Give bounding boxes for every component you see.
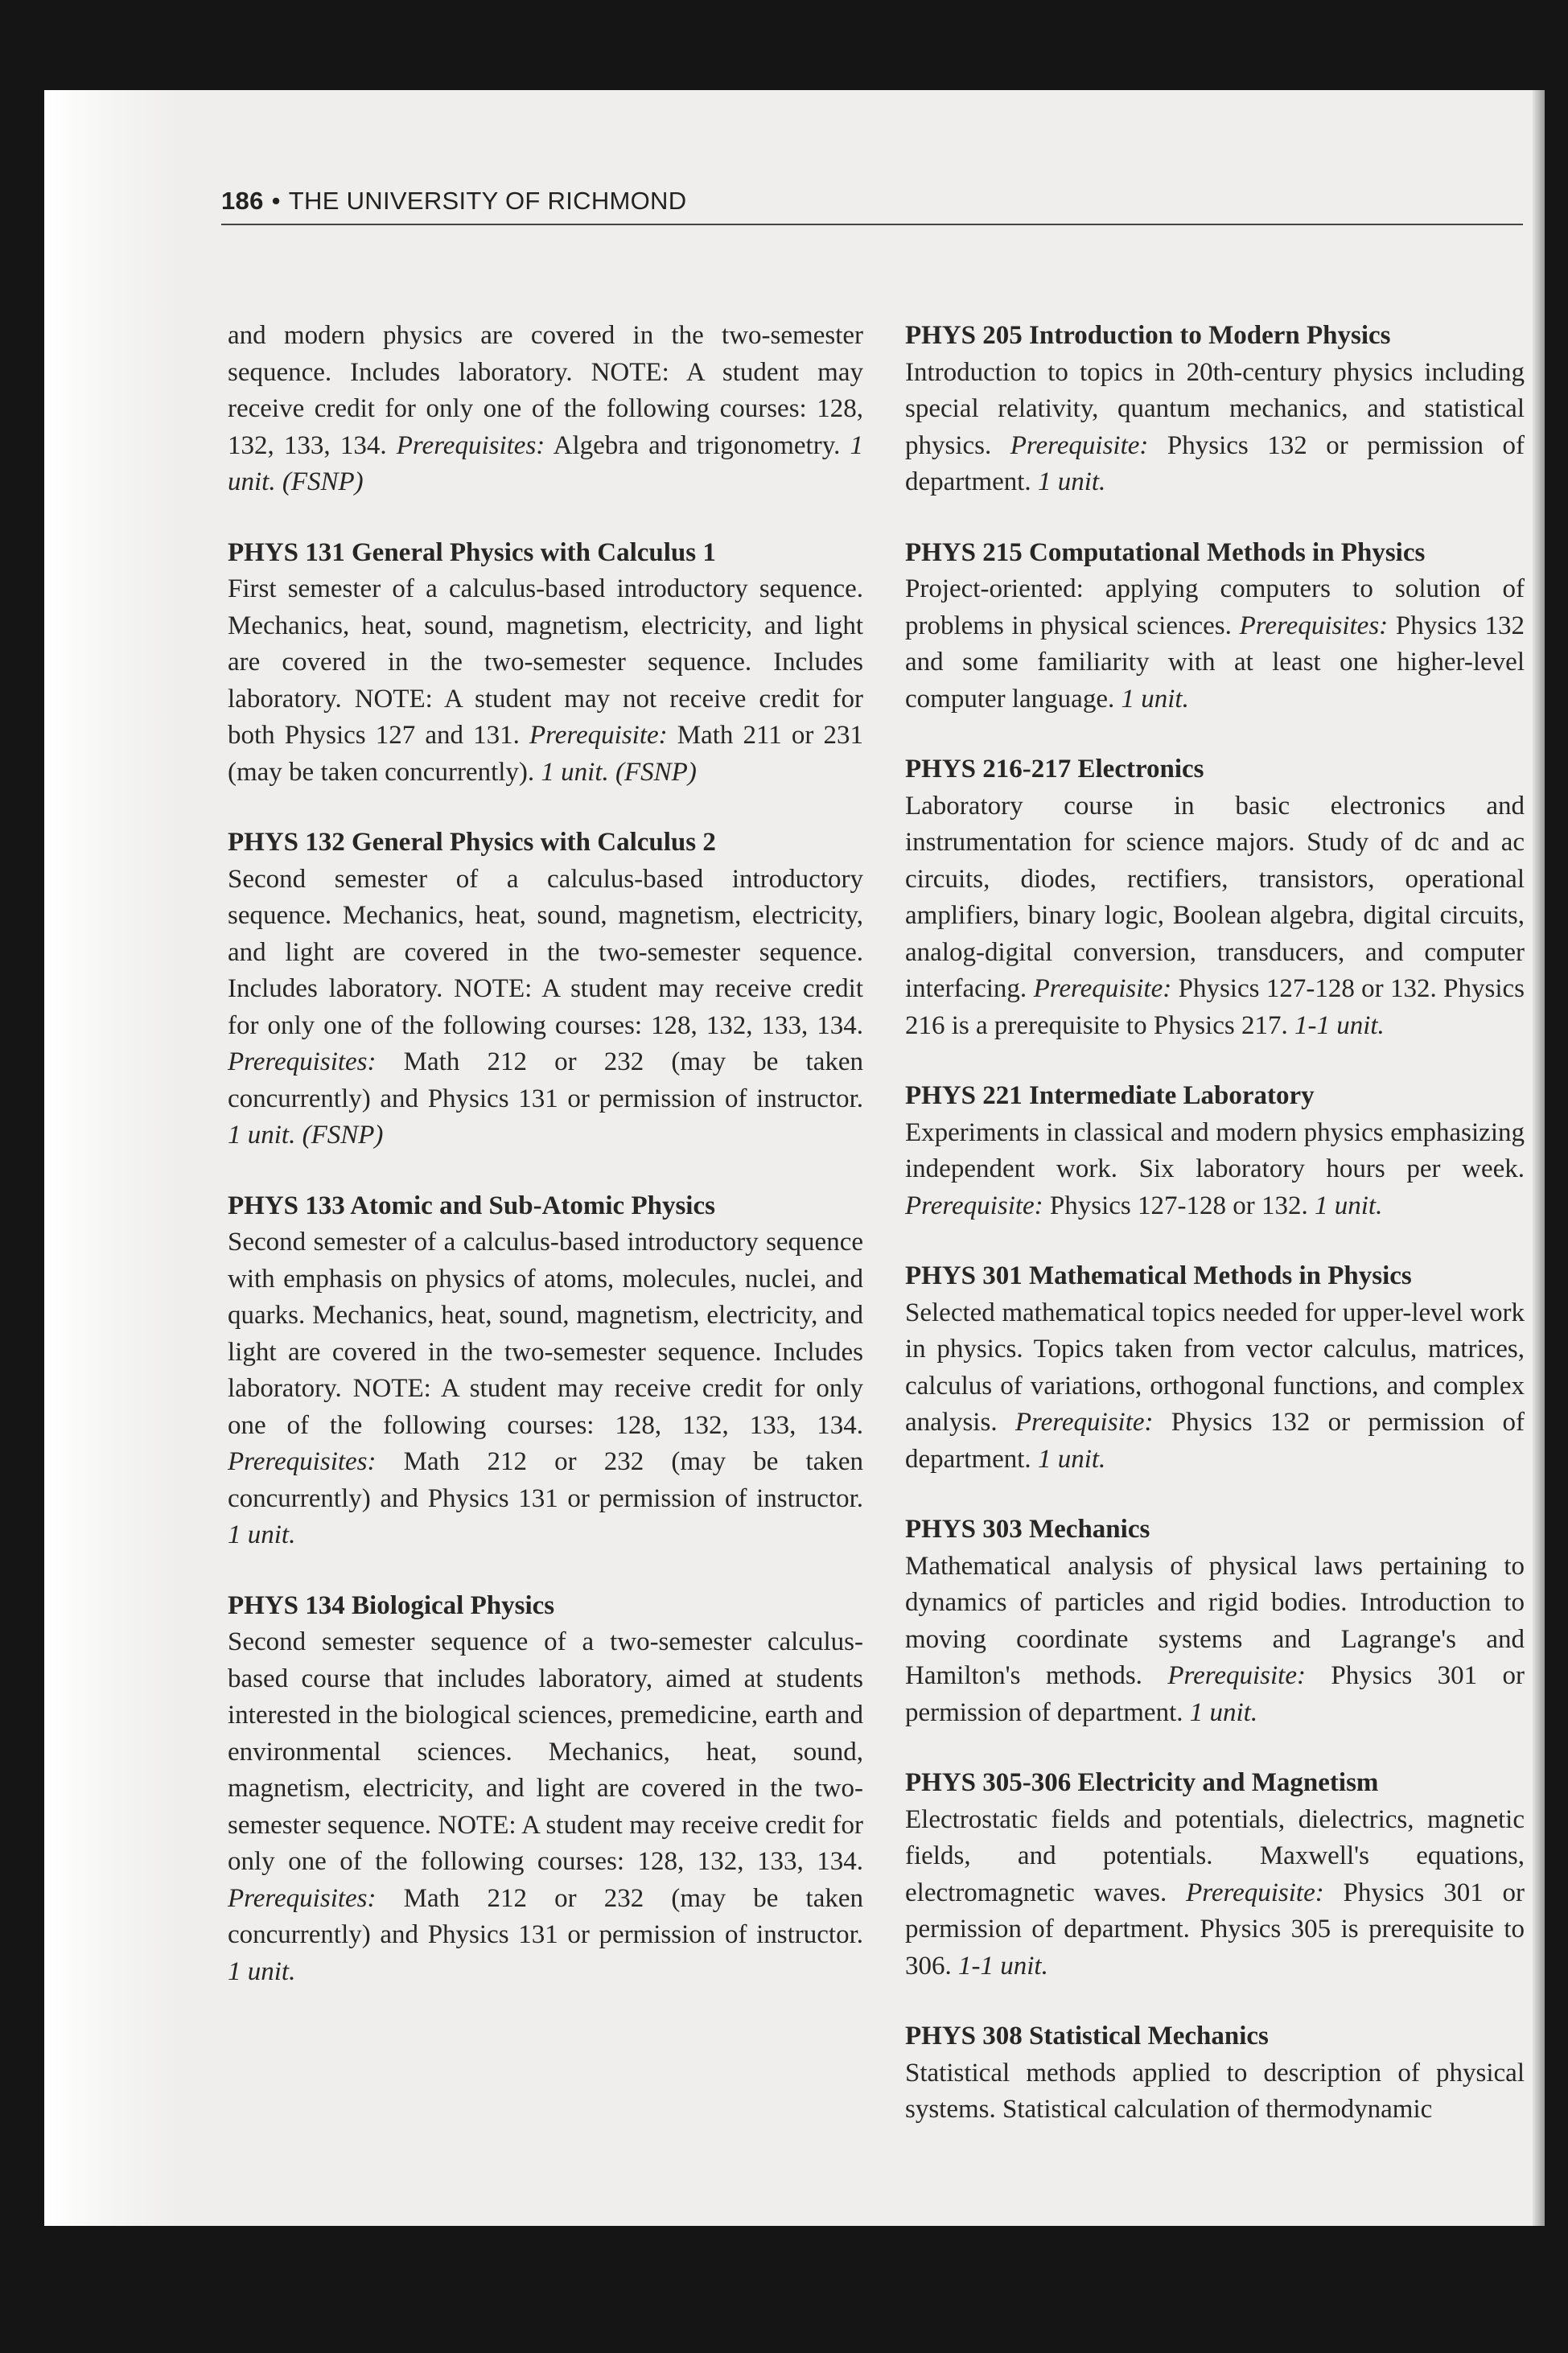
course-title: PHYS 131 General Physics with Calculus 1 <box>228 537 716 567</box>
designation: (FSNP) <box>302 1121 384 1150</box>
prereq-label: Prerequisite: <box>1010 430 1149 460</box>
course-description <box>905 1549 1525 1732</box>
course-text: Selected mathematical topics needed for upper-level work in physics. Topics taken from vector calculus, matrices, calculus of variations, orthogonal functions, and complex analysis. <box>905 1298 1525 1437</box>
course-entry <box>905 1258 1525 1478</box>
course-text: Second semester of a calculus-based introductory sequence with emphasis on physics of atoms, molecules, nuclei, and quarks. Mechanics, heat, sound, magnetism, electricity, and light are covered in the two-semester sequence. Includes laboratory. NOTE: A student may receive credit for only one of the following courses: 128, 132, 133, 134. <box>228 1228 863 1440</box>
course-title: PHYS 132 General Physics with Calculus 2 <box>228 828 716 857</box>
prereq-label: Prerequisites: <box>1239 611 1389 640</box>
course-title: PHYS 134 Biological Physics <box>228 1590 555 1620</box>
continued-entry <box>228 318 863 501</box>
course-title: PHYS 205 Introduction to Modern Physics <box>905 321 1391 350</box>
course-text: Second semester sequence of a two-semester calculus-based course that includes laboratory, aimed at students interested in the biological sciences, premedicine, earth and environmental sciences. Mechanics, heat, sound, magnetism, electricity, and light are covered in the two-semester sequence. NOTE: A student may receive credit for only one of the following courses: 128, 132, 133, 134. <box>228 1627 863 1876</box>
course-entry <box>228 825 863 1154</box>
course-text: Project-oriented: applying computers to solution of problems in physical sciences. <box>905 574 1525 640</box>
course-text: Electrostatic fields and potentials, dielectrics, magnetic fields, and potentials. Maxwell's equations, electromagnetic waves. <box>905 1804 1525 1907</box>
course-description <box>905 355 1525 501</box>
course-entry <box>228 1588 863 1991</box>
course-text: First semester of a calculus-based introductory sequence. Mechanics, heat, sound, magnetism, electricity, and light are covered in the two-semester sequence. Includes laboratory. NOTE: A student may not receive credit for both Physics 127 and 131. <box>228 574 863 750</box>
prereq-label: Prerequisites: <box>228 1883 377 1913</box>
right-course-list <box>905 318 1525 2129</box>
page-gutter-shading <box>44 90 181 2226</box>
left-column <box>228 318 863 2024</box>
prereq-text: Algebra and trigonometry. <box>553 430 841 460</box>
prereq-label: Prerequisite: <box>905 1191 1043 1220</box>
units: 1 unit. <box>1189 1697 1258 1727</box>
course-text: Introduction to topics in 20th-century physics including special relativity, quantum mechanics, and statistical physics. <box>905 357 1525 460</box>
prereq-label: Prerequisites: <box>396 430 545 460</box>
course-entry <box>905 1512 1525 1731</box>
prereq-text: Physics 301 or permission of department. <box>905 1661 1525 1727</box>
units: 1 unit. <box>228 1520 296 1549</box>
prereq-label: Prerequisite: <box>1014 1408 1154 1437</box>
entry-body <box>228 318 863 501</box>
prereq-text: Physics 132 and some familiarity with at least one higher-level computer language. <box>905 611 1525 714</box>
prereq-text: Physics 127-128 or 132. Physics 216 is a prerequisite to Physics 217. <box>905 974 1525 1040</box>
prereq-text: Math 212 or 232 (may be taken concurrently) and Physics 131 or permission of instructor. <box>228 1447 864 1513</box>
course-entry <box>905 2018 1525 2129</box>
course-title: PHYS 303 Mechanics <box>905 1515 1150 1544</box>
course-description <box>228 862 863 1154</box>
header-rule <box>221 224 1523 225</box>
header-title: THE UNIVERSITY OF RICHMOND <box>288 187 687 215</box>
course-title: PHYS 308 Statistical Mechanics <box>905 2022 1269 2051</box>
course-description <box>905 1802 1525 1985</box>
course-title: PHYS 305-306 Electricity and Magnetism <box>905 1768 1379 1797</box>
course-title: PHYS 216-217 Electronics <box>905 755 1204 784</box>
header-separator: • <box>271 187 281 215</box>
units: 1 unit. <box>228 1121 296 1150</box>
units: 1 unit. <box>541 757 609 787</box>
course-description <box>228 571 863 791</box>
course-text: Second semester of a calculus-based introductory sequence. Mechanics, heat, sound, magnetism, electricity, and light are covered in the two-semester sequence. Includes laboratory. NOTE: A student may receive credit for only one of the following courses: 128, 132, 133, 134. <box>228 864 863 1040</box>
units: 1 unit. <box>1121 684 1189 714</box>
prereq-text: Physics 301 or permission of department. Physics 305 is prerequisite to 306. <box>905 1878 1525 1981</box>
course-description <box>905 1115 1525 1225</box>
units: 1-1 unit. <box>958 1951 1048 1981</box>
course-description <box>228 1624 863 1990</box>
course-title: PHYS 133 Atomic and Sub-Atomic Physics <box>228 1191 715 1220</box>
prereq-label: Prerequisites: <box>228 1047 377 1076</box>
designation: (FSNP) <box>282 467 364 496</box>
units: 1 unit. <box>228 430 863 496</box>
units: 1 unit. <box>1037 1444 1106 1474</box>
course-title: PHYS 301 Mathematical Methods in Physics <box>905 1261 1412 1290</box>
prereq-label: Prerequisite: <box>1167 1661 1306 1690</box>
entry-text: and modern physics are covered in the two-semester sequence. Includes laboratory. NOTE: A student may receive credit for only one of the following courses: 128, 132, 133, 134. <box>228 321 863 460</box>
course-entry <box>228 1188 863 1554</box>
page-right-edge <box>1533 90 1545 2226</box>
course-entry <box>905 1078 1525 1224</box>
course-text: Experiments in classical and modern physics emphasizing independent work. Six laboratory hours per week. <box>905 1117 1525 1183</box>
prereq-label: Prerequisites: <box>228 1447 377 1476</box>
running-header <box>221 187 686 216</box>
prereq-text: Math 212 or 232 (may be taken concurrently) and Physics 131 or permission of instructor. <box>228 1883 864 1949</box>
left-course-list <box>228 535 863 1991</box>
course-description <box>905 1295 1525 1479</box>
course-entry <box>905 318 1525 501</box>
prereq-label: Prerequisite: <box>1186 1878 1324 1907</box>
course-description <box>905 2055 1525 2129</box>
course-entry <box>228 535 863 792</box>
right-column <box>905 318 1525 2162</box>
course-text: Laboratory course in basic electronics and instrumentation for science majors. Study of dc and ac circuits, diodes, rectifiers, transistors, operational amplifiers, binary logic, Boolean algebra, digital circuits, analog-digital conversion, transducers, and computer interfacing. <box>905 791 1525 1003</box>
course-entry <box>905 1765 1525 1985</box>
designation: (FSNP) <box>615 757 697 787</box>
course-text: Mathematical analysis of physical laws pertaining to dynamics of particles and rigid bodies. Introduction to moving coordinate systems and Lagrange's and Hamilton's methods. <box>905 1551 1525 1690</box>
prereq-text: Physics 132 or permission of department. <box>905 430 1525 496</box>
prereq-text: Physics 127-128 or 132. <box>1049 1191 1308 1220</box>
course-description <box>905 571 1525 718</box>
course-description <box>228 1224 863 1554</box>
course-title: PHYS 215 Computational Methods in Physics <box>905 537 1426 567</box>
units: 1 unit. <box>228 1956 296 1986</box>
course-entry <box>905 535 1525 718</box>
course-text: Statistical methods applied to description of physical systems. Statistical calculation of thermodynamic <box>905 2058 1525 2124</box>
prereq-text: Math 211 or 231 (may be taken concurrently). <box>228 721 863 787</box>
course-title: PHYS 221 Intermediate Laboratory <box>905 1081 1315 1110</box>
prereq-text: Math 212 or 232 (may be taken concurrently) and Physics 131 or permission of instructor. <box>228 1047 864 1113</box>
prereq-label: Prerequisite: <box>529 721 668 750</box>
units: 1-1 unit. <box>1294 1010 1385 1040</box>
prereq-text: Physics 132 or permission of department. <box>905 1408 1525 1474</box>
prereq-label: Prerequisite: <box>1033 974 1172 1003</box>
course-entry <box>905 751 1525 1044</box>
units: 1 unit. <box>1037 467 1106 496</box>
units: 1 unit. <box>1315 1191 1383 1220</box>
course-description <box>905 788 1525 1045</box>
page-number: 186 <box>221 187 264 215</box>
